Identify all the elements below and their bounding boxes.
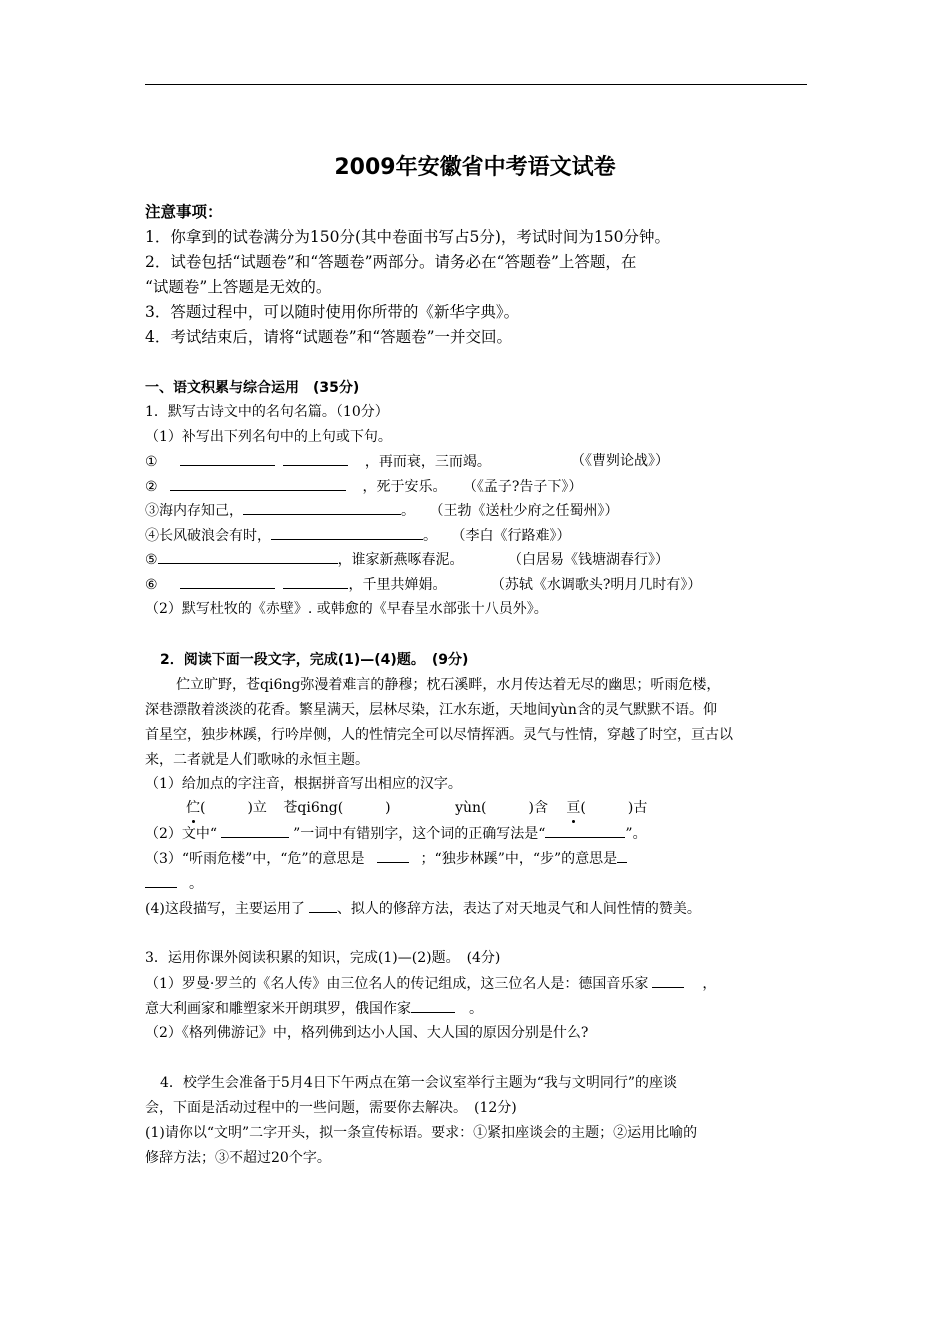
answer-blank[interactable] bbox=[221, 823, 289, 838]
line-text: ，死于安乐。 bbox=[362, 479, 447, 495]
answer-blank[interactable] bbox=[170, 476, 346, 491]
text: 意大利画家和雕塑家米开朗琪罗，俄国作家 bbox=[145, 1001, 411, 1017]
answer-blank[interactable] bbox=[617, 848, 627, 863]
line-source: （王勃《送杜少府之任蜀州》） bbox=[429, 503, 619, 519]
sub-question: （2）《格列佛游记》中，格列佛到达小人国、大人国的原因分别是什么? bbox=[145, 1025, 589, 1041]
sub-question-cont bbox=[145, 873, 203, 894]
text: ”。 bbox=[625, 826, 647, 842]
text: （2）文中“ bbox=[145, 826, 218, 842]
answer-blank[interactable] bbox=[271, 525, 423, 540]
line-text: 。 bbox=[423, 528, 437, 544]
notice-item: 3．答题过程中，可以随时使用你所带的《新华字典》。 bbox=[145, 303, 520, 321]
answer-blank[interactable] bbox=[283, 451, 348, 466]
text: 、拟人的修辞方法，表达了对天地灵气和人间性情的赞美。 bbox=[336, 901, 701, 917]
notice-item: 1．你拿到的试卷满分为150分(其中卷面书写占5分)，考试时间为150分钟。 bbox=[145, 228, 670, 246]
sub-question: （2）默写杜牧的《赤壁》. 或韩愈的《早春呈水部张十八员外》。 bbox=[145, 601, 548, 617]
line-number: ② bbox=[145, 479, 158, 495]
sub-question bbox=[145, 848, 627, 869]
pinyin-item: ( )立 bbox=[200, 800, 267, 816]
line-text: ，谁家新燕啄春泥。 bbox=[337, 552, 464, 568]
line-source: （苏轼《水调歌头?明月几时有》） bbox=[490, 577, 702, 593]
text: ”一词中有错别字，这个词的正确写法是“ bbox=[293, 826, 546, 842]
passage-line: 深巷漂散着淡淡的花香。繁星满天，层林尽染，江水东逝，天地间yùn含的灵气默默不语。仰 bbox=[145, 702, 717, 718]
line-text: 。 bbox=[401, 503, 415, 519]
answer-blank[interactable] bbox=[652, 973, 684, 988]
recitation-line bbox=[145, 574, 701, 595]
answer-blank[interactable] bbox=[411, 998, 455, 1013]
notice-heading: 注意事项： bbox=[145, 203, 223, 221]
question-stem: 2．阅读下面一段文字，完成(1)—(4)题。 (9分) bbox=[160, 652, 469, 668]
line-source: （李白《行路难》） bbox=[451, 528, 571, 544]
recitation-line bbox=[145, 476, 582, 497]
recitation-line bbox=[145, 549, 669, 570]
question-stem: 会，下面是活动过程中的一些问题，需要你去解决。 (12分) bbox=[145, 1100, 517, 1116]
page-title: 2009年安徽省中考语文试卷 bbox=[334, 155, 616, 180]
dotted-char: 亘 bbox=[566, 800, 581, 816]
line-number: ③海内存知己， bbox=[145, 503, 243, 519]
answer-blank[interactable] bbox=[145, 873, 177, 888]
recitation-line bbox=[145, 451, 669, 472]
question-stem: 1．默写古诗文中的名句名篇。（10分） bbox=[145, 404, 389, 420]
notice-item: “试题卷”上答题是无效的。 bbox=[145, 278, 332, 296]
answer-blank[interactable] bbox=[243, 500, 401, 515]
sub-question: (1)请你以“文明”二字开头，拟一条宣传标语。要求：①紧扣座谈会的主题；②运用比喻的 bbox=[145, 1125, 698, 1141]
pinyin-item: ( )古 bbox=[580, 800, 648, 816]
line-number: ① bbox=[145, 454, 158, 470]
text: (4)这段描写，主要运用了 bbox=[145, 901, 305, 917]
line-number: ④长风破浪会有时， bbox=[145, 528, 271, 544]
pinyin-row bbox=[186, 798, 647, 818]
sub-question bbox=[145, 823, 647, 844]
notice-item: 4．考试结束后，请将“试题卷”和“答题卷”一并交回。 bbox=[145, 328, 513, 346]
text: 。 bbox=[469, 1001, 483, 1017]
dotted-char: 伫 bbox=[186, 800, 200, 816]
sub-question bbox=[145, 973, 716, 994]
text: 。 bbox=[189, 876, 203, 892]
answer-blank[interactable] bbox=[309, 898, 337, 913]
line-source: （白居易《钱塘湖春行》） bbox=[508, 552, 670, 568]
answer-blank[interactable] bbox=[283, 574, 348, 589]
line-source: （《曹刿论战》） bbox=[571, 453, 669, 469]
sub-question-cont: 修辞方法；③不超过20个字。 bbox=[145, 1150, 331, 1166]
line-text: ，再而衰，三而竭。 bbox=[364, 454, 491, 470]
recitation-line bbox=[145, 500, 618, 521]
header-rule bbox=[145, 84, 807, 85]
pinyin-item: yùn( )含 bbox=[455, 800, 548, 816]
line-number: ⑥ bbox=[145, 577, 158, 593]
answer-blank[interactable] bbox=[158, 549, 338, 564]
question-stem: 3．运用你课外阅读积累的知识，完成(1)—(2)题。 (4分) bbox=[145, 950, 501, 966]
pinyin-item: 苍qi6ng( ) bbox=[283, 800, 391, 816]
line-text: ，千里共婵娟。 bbox=[348, 577, 447, 593]
text: （3）“听雨危楼”中，“危”的意思是 bbox=[145, 851, 365, 867]
answer-blank[interactable] bbox=[180, 574, 275, 589]
sub-question-cont bbox=[145, 998, 483, 1019]
line-source: （《孟子?告子下》） bbox=[462, 479, 583, 495]
text: ；“独步林蹊”中，“步”的意思是 bbox=[420, 851, 618, 867]
notice-item: 2．试卷包括“试题卷”和“答题卷”两部分。请务必在“答题卷”上答题，在 bbox=[145, 253, 637, 271]
passage-line: 伫立旷野，苍qi6ng弥漫着难言的静穆；枕石溪畔，水月传达着无尽的幽思；听雨危楼， bbox=[176, 677, 721, 693]
passage-line: 首星空，独步林蹊，行吟岸侧，人的性情完全可以尽情挥洒。灵气与性情，穿越了时空，亘古以 bbox=[145, 727, 733, 743]
section-heading: 一、语文积累与综合运用 (35分) bbox=[145, 380, 360, 396]
sub-question: （1）补写出下列名句中的上句或下句。 bbox=[145, 429, 392, 445]
text: ， bbox=[702, 976, 717, 992]
recitation-line bbox=[145, 525, 570, 546]
answer-blank[interactable] bbox=[545, 823, 625, 838]
question-stem: 4．校学生会准备于5月4日下午两点在第一会议室举行主题为“我与文明同行”的座谈 bbox=[160, 1075, 678, 1091]
answer-blank[interactable] bbox=[377, 848, 409, 863]
sub-question: （1）给加点的字注音，根据拼音写出相应的汉字。 bbox=[145, 776, 462, 792]
passage-line: 来，二者就是人们歌咏的永恒主题。 bbox=[145, 752, 369, 768]
sub-question bbox=[145, 898, 701, 919]
line-number: ⑤ bbox=[145, 552, 158, 568]
answer-blank[interactable] bbox=[180, 451, 275, 466]
text: （1）罗曼·罗兰的《名人传》由三位名人的传记组成，这三位名人是：德国音乐家 bbox=[145, 976, 649, 992]
